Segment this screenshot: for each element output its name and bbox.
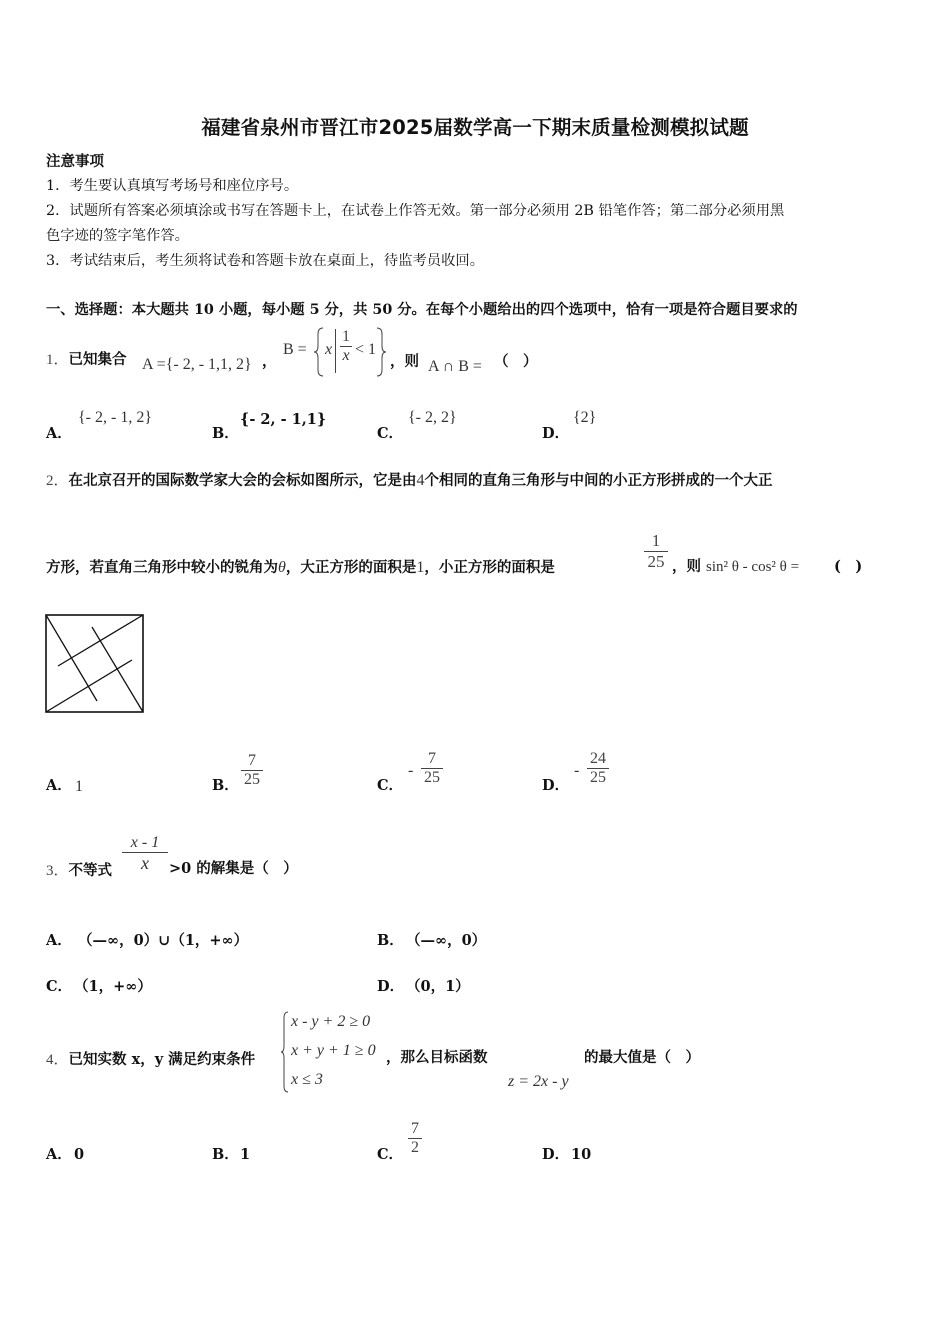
question-text: 不等式 bbox=[68, 862, 113, 879]
option-a-value: {- 2, - 1, 2} bbox=[78, 409, 153, 426]
question-2-line2 bbox=[46, 557, 555, 578]
option-b-label: B． bbox=[212, 425, 239, 442]
fraction-denominator: 25 bbox=[244, 771, 260, 788]
option-b-value: {- 2, - 1,1} bbox=[240, 411, 327, 428]
option-d-value: {2} bbox=[573, 409, 597, 426]
option-a-label: A． bbox=[46, 932, 72, 949]
question-text-cont: 个相同的直角三角形与中间的小正方形拼成的一个大正 bbox=[424, 472, 773, 489]
fraction-denominator: 25 bbox=[647, 552, 665, 571]
number-four: 4 bbox=[416, 472, 425, 489]
objective-function: z = 2x - y bbox=[508, 1073, 569, 1090]
fraction-denominator: 25 bbox=[424, 769, 440, 786]
set-a: A ={- 2, - 1,1, 2} bbox=[142, 356, 252, 373]
option-d-sign: - bbox=[574, 762, 580, 779]
constraint-2: x + y + 1 ≥ 0 bbox=[291, 1042, 376, 1059]
intersection-expr: A ∩ B = bbox=[428, 358, 482, 375]
option-d-label: D． bbox=[542, 425, 570, 442]
question-text-mid: ，那么目标函数 bbox=[386, 1049, 488, 1066]
option-d-value: 10 bbox=[571, 1146, 592, 1163]
fraction-numerator: x - 1 bbox=[130, 834, 160, 851]
then-text: ，则 bbox=[672, 558, 701, 575]
option-d-label: D． bbox=[542, 1146, 570, 1163]
question-text: 在北京召开的国际数学家大会的会标如图所示，它是由 bbox=[68, 472, 417, 489]
small-square-area bbox=[644, 531, 668, 572]
option-a-label: A． bbox=[46, 425, 72, 442]
theta: θ bbox=[278, 559, 286, 576]
notice-item-2: 2．试题所有答案必须填涂或书写在答题卡上，在试卷上作答无效。第一部分必须用 2B 铅笔作答；第二部分必须用黑 bbox=[46, 203, 785, 219]
option-b-label: B． bbox=[377, 932, 404, 949]
option-b-label: B． bbox=[212, 777, 239, 794]
fraction-denominator: 2 bbox=[411, 1139, 419, 1156]
left-brace-icon bbox=[313, 326, 325, 378]
option-b-fraction bbox=[241, 752, 263, 789]
fraction-denominator: 25 bbox=[590, 769, 606, 786]
comma: ， bbox=[262, 353, 277, 370]
question-number: 3． bbox=[46, 863, 69, 879]
question-4 bbox=[46, 1048, 255, 1070]
constraint-3: x ≤ 3 bbox=[291, 1071, 323, 1088]
option-a-label: A． bbox=[46, 777, 72, 794]
section-header: 一、选择题：本大题共 10 小题，每小题 5 分，共 50 分。在每个小题给出的四个选项中，恰有一项是符合题目要求的 bbox=[46, 302, 798, 318]
option-c-sign: - bbox=[408, 762, 414, 779]
fraction-numerator: 24 bbox=[590, 750, 606, 767]
fraction-numerator: 1 bbox=[651, 531, 661, 550]
option-b-value: （—∞，0） bbox=[406, 932, 487, 949]
set-b-bar bbox=[335, 329, 336, 373]
fraction-numerator: 1 bbox=[342, 328, 350, 345]
option-a-label: A． bbox=[46, 1146, 72, 1163]
question-number: 4． bbox=[46, 1052, 69, 1068]
option-d-value: （0，1） bbox=[406, 978, 470, 995]
question-text-cont: >0 的解集是（ ） bbox=[169, 860, 298, 877]
option-c-label: C． bbox=[46, 978, 73, 995]
page-title: 福建省泉州市晋江市2025届数学高一下期末质量检测模拟试题 bbox=[201, 116, 749, 139]
notice-item-3: 3．考试结束后，考生须将试卷和答题卡放在桌面上，待监考员收回。 bbox=[46, 253, 484, 269]
question-text-end: 的最大值是（ ） bbox=[584, 1049, 700, 1066]
notice-item-1: 1．考生要认真填写考场号和座位序号。 bbox=[46, 178, 299, 194]
question-text: 方形，若直角三角形中较小的锐角为 bbox=[46, 559, 278, 576]
fraction-numerator: 7 bbox=[428, 750, 436, 767]
system-brace-icon bbox=[280, 1010, 290, 1094]
option-a-value: 1 bbox=[75, 778, 83, 795]
option-a-value: 0 bbox=[74, 1146, 85, 1163]
option-c-value: （1，+∞） bbox=[74, 978, 152, 995]
option-c-value: {- 2, 2} bbox=[408, 409, 457, 426]
option-b-value: 1 bbox=[240, 1146, 251, 1163]
answer-paren: ( ) bbox=[834, 558, 863, 575]
fraction-denominator: x bbox=[141, 853, 149, 873]
option-a-value: （—∞，0）∪（1，+∞） bbox=[78, 932, 249, 949]
notice-heading: 注意事项 bbox=[46, 153, 104, 170]
question-2 bbox=[46, 469, 773, 491]
answer-paren: （ ） bbox=[494, 353, 538, 370]
question-text: 已知实数 x，y 满足约束条件 bbox=[68, 1051, 256, 1068]
number-one: 1 bbox=[416, 559, 425, 576]
option-c-label: C． bbox=[377, 777, 404, 794]
question-text: 已知集合 bbox=[68, 351, 127, 368]
fraction-numerator: 7 bbox=[248, 752, 256, 769]
pinwheel-square-figure bbox=[45, 614, 145, 714]
notice-item-2-cont: 色字迹的签字笔作答。 bbox=[46, 228, 189, 244]
option-c-fraction bbox=[408, 1120, 422, 1157]
question-number: 2． bbox=[46, 473, 69, 489]
option-c-label: C． bbox=[377, 1146, 404, 1163]
question-3 bbox=[46, 859, 112, 881]
option-b-label: B． bbox=[212, 1146, 239, 1163]
trig-expr: sin² θ - cos² θ = bbox=[706, 559, 800, 575]
option-d-label: D． bbox=[377, 978, 405, 995]
constraint-1: x - y + 2 ≥ 0 bbox=[291, 1013, 371, 1030]
fraction-numerator: 7 bbox=[411, 1120, 419, 1137]
question-text: ，小正方形的面积是 bbox=[424, 559, 555, 576]
question-text: ，大正方形的面积是 bbox=[285, 559, 417, 576]
set-b-var: x bbox=[325, 341, 333, 358]
option-d-label: D． bbox=[542, 777, 570, 794]
set-b-fraction bbox=[340, 328, 352, 365]
option-c-label: C． bbox=[377, 425, 404, 442]
option-d-fraction bbox=[587, 750, 609, 787]
set-b-lhs: B = bbox=[283, 341, 307, 358]
question-number: 1． bbox=[46, 352, 69, 368]
fraction-denominator: x bbox=[342, 347, 350, 364]
right-brace-icon bbox=[375, 326, 387, 378]
question-1 bbox=[46, 348, 127, 370]
inequality-fraction bbox=[122, 834, 168, 874]
then-text: ，则 bbox=[390, 353, 419, 370]
set-b-rhs: < 1 bbox=[355, 341, 377, 358]
option-c-fraction bbox=[421, 750, 443, 787]
